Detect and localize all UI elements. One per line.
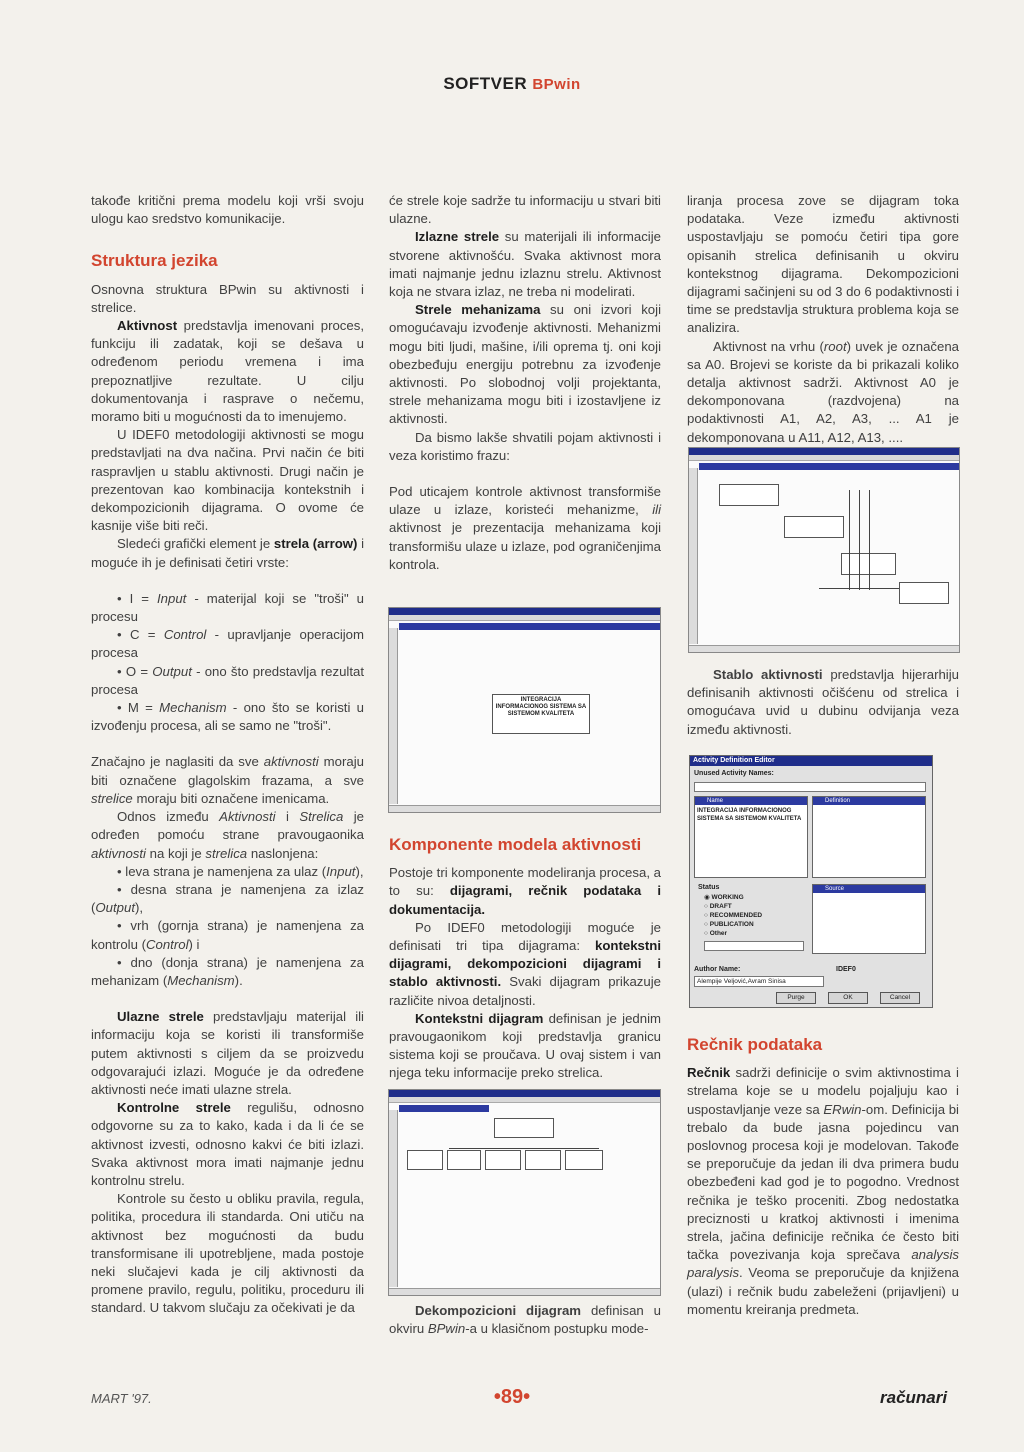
figure-caption-decomposition: Dekompozicioni dijagram definisan u okviru BPwin-a u klasičnom postupku mode- [389, 1303, 661, 1337]
paragraph: U IDEF0 metodologiji aktivnosti se mogu predstavljati na dva načina. Prvi način će biti raspravljen u stablu aktivnosti. Drugi način je prezentovan kao kombinacija kontekstnih i dekompozicionih dijagrama. O ovome će kasnije više biti reči. [91, 427, 364, 534]
activity-box [407, 1150, 443, 1170]
activity-box [447, 1150, 481, 1170]
bullet-item: • M = Mechanism - ono što se koristi u izvođenju procesa, ali se samo ne "troši". [91, 700, 365, 734]
other-status-input[interactable] [704, 941, 804, 951]
section-heading-komponente: Komponente modela aktivnosti [389, 835, 642, 854]
radio-recommended[interactable]: ○ RECOMMENDED [704, 912, 763, 919]
activity-box [525, 1150, 561, 1170]
toolbox [689, 468, 698, 644]
tree-node [719, 484, 779, 506]
diagram-titlebar [699, 463, 959, 470]
definition-panel[interactable] [812, 796, 926, 878]
definition-panel-header: Definition [813, 797, 925, 805]
context-diagram-screenshot [388, 607, 661, 813]
paragraph: Značajno je naglasiti da sve aktivnosti moraju biti označene glagolskim frazama, a sve strelice moraju biti označene imenicama. [91, 754, 364, 806]
column-1 [91, 192, 364, 1318]
tree-node [899, 582, 949, 604]
diagram-titlebar [399, 623, 660, 630]
tree-branch [869, 490, 870, 590]
paragraph: Rečnik sadrži definicije o svim aktivnostima i strelama koje se u modelu pojaljuju kao i uspostavljanje veze sa ERwin-om. Definicija bi trebalo da bude jasna pojedincu van poslovnog procesa koji je modelovan. Takođe se preporučuje da jedan ili dva primera budu obezbeđeni kad god je to pogodno. Vrednost rečnika je teško proceniti. Zbog nedostatka preciznosti u kratkoj aktivnosti i imenima strela, jačina definicije rečnika će često biti tačka povezivanja koja sprečava analysis paralysis. Veoma se preporučuje da knjižena (ulazi) i rečnik budu zabeleženi (prijavljeni) u momentu kreiranja predmeta. [687, 1065, 959, 1317]
column-2-top [389, 192, 661, 574]
page-number: •89• [493, 1386, 531, 1408]
status-bar [389, 805, 660, 812]
unused-names-select[interactable] [694, 782, 926, 792]
decomposition-diagram-screenshot [388, 1089, 661, 1296]
radio-other[interactable]: ○ Other [704, 930, 728, 937]
bullet-item: • O = Output - ono što predstavlja rezultat procesa [91, 663, 364, 697]
name-panel-header: Name [695, 797, 807, 805]
paragraph: Ulazne strele predstavljaju materijal ili informaciju koja se koristi ili transformiše putem aktivnosti s ciljem da se proizvedu odgovarajući izlazi. Moguće je da određene aktivnosti neće imati ulazne strela. [91, 1009, 364, 1097]
paragraph: Sledeći grafički element je strela (arrow) i moguće ih je definisati četiri vrste: [91, 536, 365, 570]
bullet-item: • C = Control - upravljanje operacijom procesa [91, 627, 364, 661]
name-panel[interactable] [694, 796, 808, 878]
column-3-top [687, 192, 959, 447]
radio-publication[interactable]: ○ PUBLICATION [704, 921, 754, 928]
toolbox [389, 628, 398, 804]
paragraph: Odnos između Aktivnosti i Strelica je određen pomoću strane pravougaonika aktivnosti na koji je strelica naslonjena: [91, 809, 364, 861]
paragraph: će strele koje sadrže tu informaciju u stvari biti ulazne. [389, 193, 661, 227]
paragraph: Pod uticajem kontrole aktivnost transformiše ulaze u izlaze, koristeći mehanizme, ili aktivnost je prezentacija mehanizama koji transformišu ulaze u izlaze, pod ograničenjima kontrola. [389, 484, 661, 572]
status-radio-group [704, 893, 762, 938]
status-bar [689, 645, 959, 652]
section-heading-recnik: Rečnik podataka [687, 1035, 823, 1054]
toolbox [389, 1110, 398, 1287]
diagram-titlebar [399, 1105, 489, 1112]
author-label: Author Name: [694, 966, 741, 973]
source-panel[interactable] [812, 884, 926, 954]
status-label: Status [698, 884, 720, 891]
paragraph: Kontrolne strele regulišu, odnosno odgovorne su za to kako, kada i da li će se aktivnost izvesti, odnosno kakvi će biti izlazi. Svaka aktivnost mora imati najmanje jednu kontrolnu strelu. [91, 1100, 364, 1188]
unused-names-label: Unused Activity Names: [694, 770, 774, 777]
radio-draft[interactable]: ○ DRAFT [704, 903, 732, 910]
paragraph: Strele mehanizama su oni izvori koji omogućavaju izvođenje aktivnosti. Mehanizmi mogu biti ljudi, mašine, i/ili oprema tj. oni koji obezbeđuju energiju potrebnu za izvođenje aktivnosti. Po slobodnoj volji projektanta, strele mehanizama mogu biti i izostavljene iz aktivnosti. [389, 302, 661, 427]
author-input[interactable]: Alempije Veljović,Avram Sinisa [694, 976, 824, 987]
window-titlebar [689, 448, 959, 455]
paragraph: Aktivnost na vrhu (root) uvek je označena sa A0. Brojevi se koriste da bi prikazali koliko detalja aktivnost sadrži. Aktivnost A0 je dekomponovana (razdvojena) na podaktivnosti A1, A2, A3, ... A1 je dekomponovana u A11, A12, A13, .... [687, 338, 959, 445]
figure-caption-stablo: Stablo aktivnosti predstavlja hijerarhiju definisanih aktivnosti očišćenu od strelica i omogućava uvid u dubinu odvijanja veza između aktivnosti. [687, 667, 959, 737]
bullet-item: • leva strana je namenjena za ulaz (Input), [117, 863, 364, 879]
status-bar [389, 1288, 660, 1295]
paragraph: Aktivnost predstavlja imenovani proces, funkciju ili zadatak, koji se dešava u određenom periodu vremena i ima prepoznatljive rezultate. U cilju dokumentovanja i rasprave o nečemu, moramo biti u mogućnosti da to imenujemo. [91, 318, 364, 425]
menubar [389, 1097, 660, 1103]
radio-working[interactable]: ◉ WORKING [704, 894, 744, 901]
cancel-button[interactable]: Cancel [880, 992, 920, 1004]
section-heading-struktura: Struktura jezika [91, 251, 218, 271]
source-panel-header: Source [813, 885, 925, 893]
bullet-item: • dno (donja strana) je namenjena za mehanizam (Mechanism). [91, 954, 364, 988]
dialog-title: Activity Definition Editor [690, 756, 932, 766]
menubar [689, 455, 959, 461]
paragraph: Po IDEF0 metodologiji moguće je definisati tri tipa dijagrama: kontekstni dijagrami, dekompozicioni dijagrami i stablo aktivnosti. Svaki dijagram prikazuje različite nivoa detaljnosti. [389, 919, 661, 1008]
window-titlebar [389, 608, 660, 615]
paragraph: liranja procesa zove se dijagram toka podataka. Veze između aktivnosti uspostavljaju se pomoću četiri tipa gore opisanih strelica definisanih u okviru kontekstnog dijagrama. Dekompozicioni dijagrami sačinjeni su od 3 do 6 podaktivnosti i time se predstavlja struktura problema koja se analizira. [687, 193, 959, 336]
window-titlebar [389, 1090, 660, 1097]
paragraph: Osnovna struktura BPwin su aktivnosti i strelice. [91, 281, 364, 315]
activity-box [494, 1118, 554, 1138]
connector [449, 1148, 599, 1149]
paragraph: Postoje tri komponente modeliranja procesa, a to su: dijagrami, rečnik podataka i dokumentacija. [389, 865, 661, 917]
ok-button[interactable]: OK [828, 992, 868, 1004]
paragraph: Kontekstni dijagram definisan je jednim pravougaonikom koji predstavlja granicu sistema koji se proučava. U ovaj sistem i van njega teku informacije preko strelica. [389, 1010, 661, 1081]
footer-date: MART '97. [91, 1391, 152, 1406]
bullet-item: • desna strana je namenjena za izlaz (Output), [91, 881, 364, 916]
activity-box [485, 1150, 521, 1170]
bullet-item: • I = Input - materijal koji se "troši" u procesu [91, 590, 364, 625]
paragraph: Izlazne strele su materijali ili informacije stvorene aktivnošću. Svaka aktivnost mora imati najmanje jednu izlaznu strelu. Aktivnost koja ne stvara izlaz, ne treba ni modelirati. [389, 229, 661, 300]
activity-definition-editor-dialog [689, 755, 933, 1008]
paragraph: takođe kritični prema modelu koji vrši svoju ulogu kao sredstvo komunikacije. [91, 193, 364, 227]
activity-tree-screenshot [688, 447, 960, 653]
tree-node [784, 516, 844, 538]
name-value: INTEGRACIJA INFORMACIONOG SISTEMA SA SISTEMOM KVALITETA [697, 808, 802, 822]
purge-button[interactable]: Purge [776, 992, 816, 1004]
menubar [389, 615, 660, 621]
activity-box: INTEGRACIJA INFORMACIONOG SISTEMA SA SISTEMOM KVALITETA [492, 694, 590, 734]
tree-branch [859, 490, 860, 590]
idef-label: IDEF0 [836, 966, 856, 973]
tree-branch [849, 490, 850, 590]
tree-branch [819, 588, 899, 589]
column-3-bottom [687, 1036, 959, 1319]
page-header [0, 74, 1024, 94]
bullet-item: • vrh (gornja strana) je namenjena za kontrolu (Control) i [91, 918, 364, 952]
magazine-name: računari [880, 1388, 948, 1407]
header-title: SOFTVER [443, 74, 528, 93]
column-2-bottom [389, 836, 661, 1083]
paragraph: Da bismo lakše shvatili pojam aktivnosti i veza koristimo frazu: [389, 429, 661, 463]
activity-box [565, 1150, 603, 1170]
header-accent: BPwin [532, 76, 581, 93]
paragraph: Kontrole su često u obliku pravila, regula, politika, procedura ili standarda. Oni utiču na aktivnost bez mogućnosti da budu transformisane ili upotrebljene, mada postoje neki slučajevi kada je cilj aktivnosti da promene pravilo, regulu, politiku, proceduru ili standard. U takvom slučaju za očekivati je da [91, 1191, 364, 1316]
